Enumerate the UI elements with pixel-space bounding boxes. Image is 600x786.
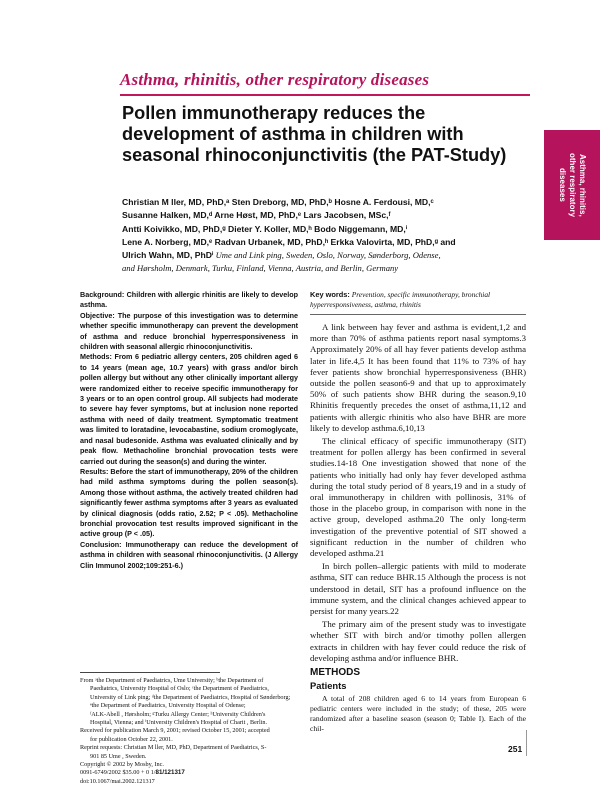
doi: doi:10.1067/mai.2002.121317 <box>80 777 155 785</box>
section-side-tab <box>544 130 600 240</box>
issn <box>80 769 298 777</box>
footnotes <box>80 677 298 786</box>
methods-heading: METHODS <box>310 667 360 679</box>
footnote-line: Received for publication March 9, 2001; revised October 15, 2001; accepted <box>80 727 270 735</box>
footnote-rule <box>80 672 220 673</box>
author-line: Antti Koivikko, MD, PhD,ᵍ Dieter Y. Koller, MD,ʰ Bodo Niggemann, MD,ⁱ <box>122 223 408 234</box>
footnote-line: Reprint requests: Christian M ller, MD, PhD, Department of Paediatrics, S- <box>80 744 267 752</box>
footnote-line: for publication October 22, 2001. <box>90 735 173 743</box>
affiliation: and Hørsholm, Denmark, Turku, Finland, Vienna, Austria, and Berlin, Germany <box>122 263 399 274</box>
abstract-methods: Methods: From 6 pediatric allergy centers, 205 children aged 6 to 14 years (mean age, 10.7 years) with grass and/or birch pollen allergy but without any other clinically important allergy were randomized either to receive specific immunotherapy for 3 years or to an open control group. All subjects had moderate to severe hay fever symptoms, but at inclusion none reported asthma with need of daily treatment. Symptomatic treatment was limited to loratadine, levocabastine, sodium cromoglycate, and nasal budesonide. Asthma was evaluated clinically and by peak flow. Methacholine bronchial provocation tests were carried out during the season(s) and during the winter. <box>80 352 298 466</box>
keywords-text: Prevention, specific immunotherapy, bronchial hyperresponsiveness, asthma, rhinitis <box>310 290 491 310</box>
patients-heading: Patients <box>310 680 347 692</box>
abstract-conclusion: Conclusion: Immunotherapy can reduce the development of asthma in children with seasonal rhinoconjunctivitis. (J Allergy Clin Immunol 2002;109:251-6.) <box>80 539 298 570</box>
author-line <box>122 249 522 262</box>
keywords-rule <box>310 314 526 315</box>
body-paragraph: The clinical efficacy of specific immunotherapy (SIT) treatment for pollen allergy has been confirmed in several studies.14-18 One investigation showed that none of the patients who initially had only hay fever developed asthma during the total study period of 8 years,19 and in a study of oral immunotherapy in children with pollinosis, 31% of those in the placebo group, in comparison with none in the active group, developed asthma.20 The only long-term investigation of the preventive potential of SIT showed a significant reduction in the number of children who developed asthma.21 <box>310 436 526 559</box>
footnote-line: Hospital, Vienna; and ⁱUniversity Children's Hospital of Charit , Berlin. <box>90 719 268 727</box>
body-paragraph: A total of 208 children aged 6 to 14 years from European 6 pediatric centers were included in the study; of these, 205 were randomized after a baseline season (season 0; Table I). Each of the chil- <box>310 693 526 733</box>
page-number-rule <box>526 730 527 756</box>
footnote-line: Paediatrics, University Hospital of Oslo; ᶜthe Department of Paediatrics, <box>90 685 269 693</box>
body-paragraph: A link between hay fever and asthma is evident,1,2 and more than 70% of asthma patients report nasal symptoms.3 Approximately 20% of all hay fever patients develop asthma later in life.4,5 It has been found that 11% to 73% of hay fever patients show bronchial hyperresponsiveness (BHR) outside the pollen season6-9 and that up to approximately 50% of such patients show BHR during the season.9,10 Rhinitis frequently precedes the onset of asthma,11,12 and patients with allergic rhinitis who also have BHR are more likely to develop asthma.6,10,13 <box>310 322 526 433</box>
side-tab-label: Asthma, rhinitis, other respiratory diseases <box>558 152 587 218</box>
footnote-line: University of Link ping; ᵈthe Department of Paediatrics, Hospital of Sønderborg; ᵉthe Department of Paediatrics, University Hospital of Odense; <box>90 693 291 710</box>
affiliation: Ume and Link ping, Sweden, Oslo, Norway, Sønderborg, Odense, <box>213 250 441 261</box>
abstract-background: Background: Children with allergic rhinitis are likely to develop asthma. <box>80 290 298 310</box>
body-paragraph: The primary aim of the present study was to investigate whether SIT with birch and/or timothy pollen allergen extracts in children with hay fever could reduce the risk of developing asthma and/or influence BHR. <box>310 619 526 663</box>
author-line: Susanne Halken, MD,ᵈ Arne Høst, MD, PhD,ᵉ Lars Jacobsen, MSc,ᶠ <box>122 210 391 221</box>
abstract <box>80 290 298 571</box>
author-name: Ulrich Wahn, MD, PhDⁱ <box>122 250 214 261</box>
section-rule <box>120 94 530 96</box>
author-block <box>122 196 522 276</box>
body-text <box>310 322 526 736</box>
issn-bold: 81/121317 <box>155 769 185 777</box>
footnote-line: ᶠALK-Abell , Hørsholm; ᵍTurku Allergy Center; ʰUniversity Children's <box>90 710 266 718</box>
footnote-line: From ᵃthe Department of Paediatrics, Ume University; ᵇthe Department of <box>80 677 264 684</box>
abstract-results: Results: Before the start of immunotherapy, 20% of the children had mild asthma symptoms during the pollen season(s). Among those without asthma, the actively treated children had significantly fewer asthma symptoms after 3 years as evaluated by clinical diagnosis (odds ratio, 2.52; P < .05). Methacholine bronchial provocation test results improved significant in the active group (P < .05). <box>80 466 298 539</box>
copyright: Copyright © 2002 by Mosby, Inc. <box>80 761 164 769</box>
author-line: Lene A. Norberg, MD,ᵉ Radvan Urbanek, MD, PhD,ʰ Erkka Valovirta, MD, PhD,ᵍ and <box>122 236 456 247</box>
section-heading: Asthma, rhinitis, other respiratory diseases <box>120 70 430 89</box>
keywords <box>310 290 526 311</box>
issn-text: 0091-6749/2002 $35.00 + 0 1/ <box>80 769 156 777</box>
article-title: Pollen immunotherapy reduces the development of asthma in children with seasonal rhinoconjunctivitis (the PAT-Study) <box>122 103 507 165</box>
abstract-objective: Objective: The purpose of this investigation was to determine whether specific immunotherapy can prevent the development of asthma and reduce bronchial hyperresponsiveness in children with seasonal allergic rhinoconjunctivitis. <box>80 310 298 352</box>
body-paragraph: In birch pollen–allergic patients with mild to moderate asthma, SIT can reduce BHR.15 Although the process is not understood in detail, SIT has a profound influence on the immune system, and the clinical changes achieved appear to persist for many years.22 <box>310 561 526 617</box>
page-number: 251 <box>508 744 523 754</box>
keywords-label: Key words: <box>310 290 350 299</box>
author-line: Christian M ller, MD, PhD,ᵃ Sten Dreborg, MD, PhD,ᵇ Hosne A. Ferdousi, MD,ᶜ <box>122 197 434 207</box>
footnote-line: 901 85 Ume , Sweden. <box>90 752 147 760</box>
